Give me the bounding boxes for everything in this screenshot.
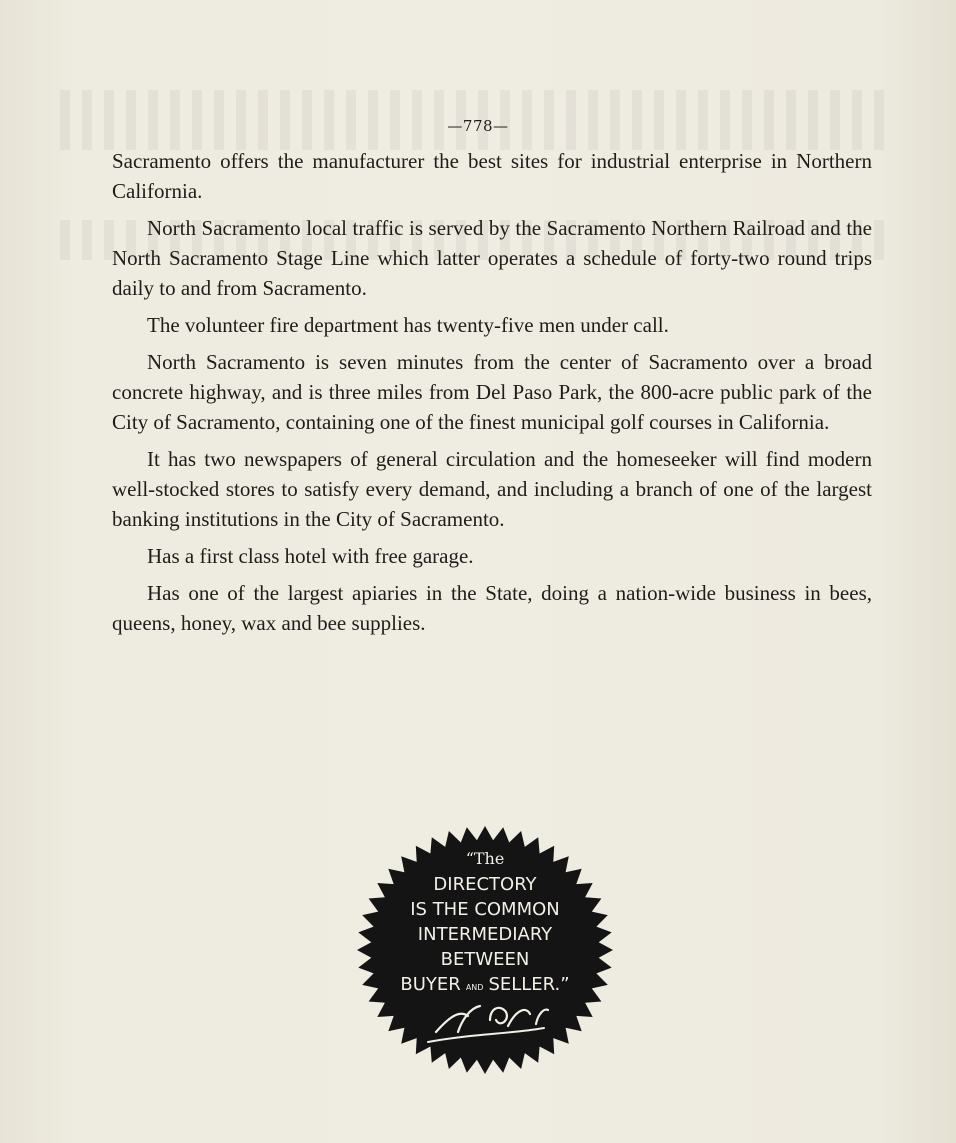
- seal-graphic: [340, 820, 630, 1080]
- body-text: [112, 146, 872, 645]
- paragraph: North Sacramento is seven minutes from the center of Sacramento over a broad concrete highway, and is three miles from Del Paso Park, the 800-acre public park of the City of Sacramento, containing one of the finest municipal golf courses in California.: [112, 350, 872, 434]
- seal-text-and: AND: [465, 983, 484, 992]
- seal-text-the: “The: [465, 849, 505, 868]
- paragraph: North Sacramento local traffic is served by the Sacramento Northern Railroad and the North Sacramento Stage Line which latter operates a schedule of forty-two round trips daily to and from Sacramento.: [112, 216, 872, 300]
- seal-text-between: BETWEEN: [440, 949, 530, 970]
- paragraph: Has a first class hotel with free garage.: [147, 544, 474, 568]
- seal-text-directory: DIRECTORY: [433, 874, 537, 895]
- seal-text-intermediary: INTERMEDIARY: [417, 924, 553, 945]
- paragraph: Sacramento offers the manufacturer the best sites for industrial enterprise in Northern California.: [112, 149, 872, 203]
- seal-text-seller: SELLER.”: [488, 974, 570, 995]
- seal-text-buyer: BUYER: [400, 974, 461, 995]
- paragraph: The volunteer fire department has twenty-five men under call.: [147, 313, 669, 337]
- paragraph: Has one of the largest apiaries in the State, doing a nation-wide business in bees, queens, honey, wax and bee supplies.: [112, 581, 872, 635]
- page-number: —778—: [447, 117, 509, 135]
- directory-seal: [340, 820, 630, 1080]
- paragraph: It has two newspapers of general circulation and the homeseeker will find modern well-stocked stores to satisfy every demand, and including a branch of one of the largest banking institutions in the City of Sacramento.: [112, 447, 872, 531]
- seal-text-common: IS THE COMMON: [410, 899, 560, 920]
